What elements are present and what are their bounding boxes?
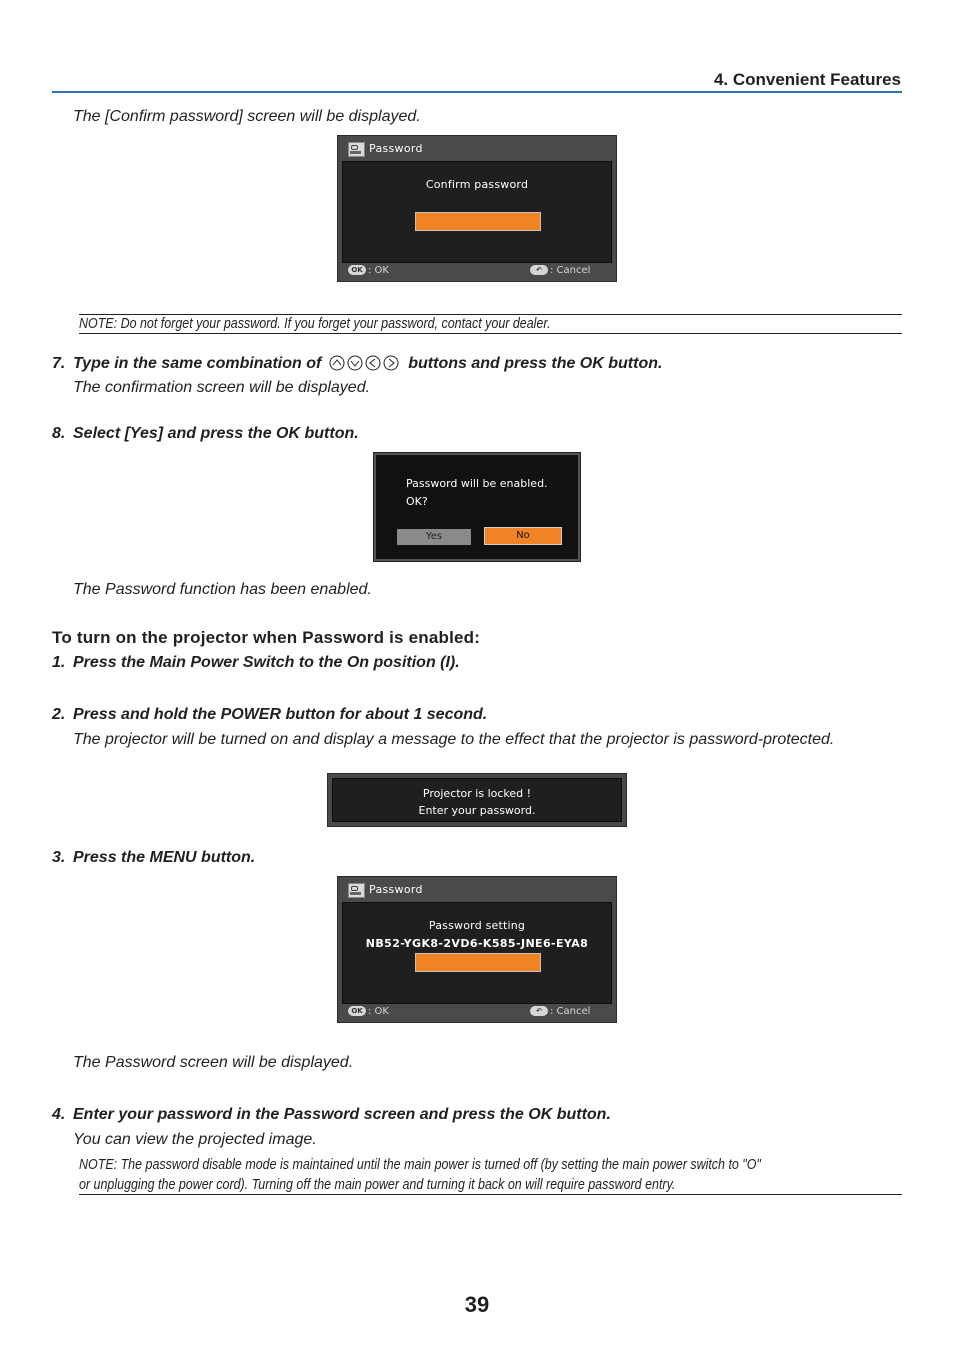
ok-key-icon: OK: [348, 265, 366, 275]
left-arrow-icon: [366, 356, 380, 370]
password-screen-text: The Password screen will be displayed.: [73, 1054, 354, 1071]
locked-message-box: [327, 773, 627, 827]
step-4-number: 4.: [52, 1106, 66, 1123]
no-button[interactable]: No: [484, 527, 562, 545]
osd-ok-hint: [348, 1006, 389, 1017]
note-text: NOTE: Do not forget your password. If you forget your password, contact your dealer.: [79, 316, 551, 332]
step-7-text-before: Type in the same combination of: [73, 355, 322, 372]
up-arrow-icon: [330, 356, 344, 370]
step-4-text: Enter your password in the Password screen and press the OK button.: [73, 1106, 611, 1123]
return-key-icon: ↶: [530, 265, 548, 275]
step-7-instruction: [73, 355, 662, 373]
yes-button[interactable]: Yes: [397, 529, 471, 545]
password-setting-osd: [337, 876, 617, 1023]
cancel-hint-label: : Cancel: [550, 1006, 591, 1017]
ok-hint-label: : OK: [368, 265, 389, 276]
step-3-number: 3.: [52, 849, 66, 866]
osd-panel: [342, 902, 612, 1004]
locked-message-line1: Projector is locked !: [422, 787, 532, 800]
enable-confirm-dialog: [374, 453, 580, 561]
arrow-buttons: [328, 355, 402, 373]
osd-window-title: Password: [369, 883, 423, 896]
osd-cancel-hint: [530, 1006, 590, 1017]
step-7-text-after: buttons and press the OK button.: [408, 355, 663, 372]
key-icon: [348, 142, 365, 157]
dialog-message-line2: OK?: [406, 495, 428, 508]
password-input-field[interactable]: [415, 212, 541, 231]
step-3-text: Press the MENU button.: [73, 849, 256, 866]
osd-ok-hint: [348, 265, 389, 276]
dialog-message-line1: Password will be enabled.: [406, 477, 548, 490]
note-2-box: [79, 1156, 902, 1195]
step-8-text: Select [Yes] and press the OK button.: [73, 425, 359, 442]
password-setting-prompt: Password setting: [428, 919, 526, 932]
enabled-text: The Password function has been enabled.: [73, 581, 372, 598]
section-title: 4. Convenient Features: [713, 70, 901, 89]
ok-key-icon: OK: [348, 1006, 366, 1016]
osd-titlebar: [338, 877, 616, 901]
step-4-detail: You can view the projected image.: [73, 1131, 317, 1148]
confirm-password-osd: [337, 135, 617, 282]
step-7-number: 7.: [52, 355, 66, 372]
cancel-hint-label: : Cancel: [550, 265, 591, 276]
return-key-icon: ↶: [530, 1006, 548, 1016]
osd-cancel-hint: [530, 265, 590, 276]
note-2-line2: or unplugging the power cord). Turning off the main power and turning it back on will require password entry.: [79, 1177, 676, 1193]
right-arrow-icon: [384, 356, 398, 370]
key-icon: [348, 883, 365, 898]
down-arrow-icon: [348, 356, 362, 370]
step-8-number: 8.: [52, 425, 66, 442]
confirm-password-prompt: Confirm password: [425, 178, 529, 191]
confirm-screen-text: The [Confirm password] screen will be displayed.: [73, 108, 421, 125]
step-2-text: Press and hold the POWER button for about 1 second.: [73, 706, 488, 723]
note-box: [79, 314, 902, 334]
osd-titlebar: [338, 136, 616, 160]
header-divider: [52, 91, 902, 93]
arrow-buttons-icon: [328, 355, 402, 371]
step-1-text: Press the Main Power Switch to the On position (I).: [73, 654, 460, 671]
step-2-detail: The projector will be turned on and display a message to the effect that the projector is password-protected.: [73, 731, 835, 748]
osd-window-title: Password: [369, 142, 423, 155]
locked-message-line2: Enter your password.: [418, 804, 536, 817]
step-1-number: 1.: [52, 654, 66, 671]
osd-panel: [342, 161, 612, 263]
locked-message-panel: [332, 778, 622, 822]
page-number: 39: [464, 1292, 490, 1317]
password-code: NB52-YGK8-2VD6-K585-JNE6-EYA8: [365, 937, 589, 950]
step-2-number: 2.: [52, 706, 66, 723]
section-heading: To turn on the projector when Password is enabled:: [52, 628, 481, 647]
step-7-detail: The confirmation screen will be displayed.: [73, 379, 371, 396]
password-input-field[interactable]: [415, 953, 541, 972]
ok-hint-label: : OK: [368, 1006, 389, 1017]
note-2-line1: NOTE: The password disable mode is maintained until the main power is turned off (by setting the main power switch to "O": [79, 1157, 761, 1173]
